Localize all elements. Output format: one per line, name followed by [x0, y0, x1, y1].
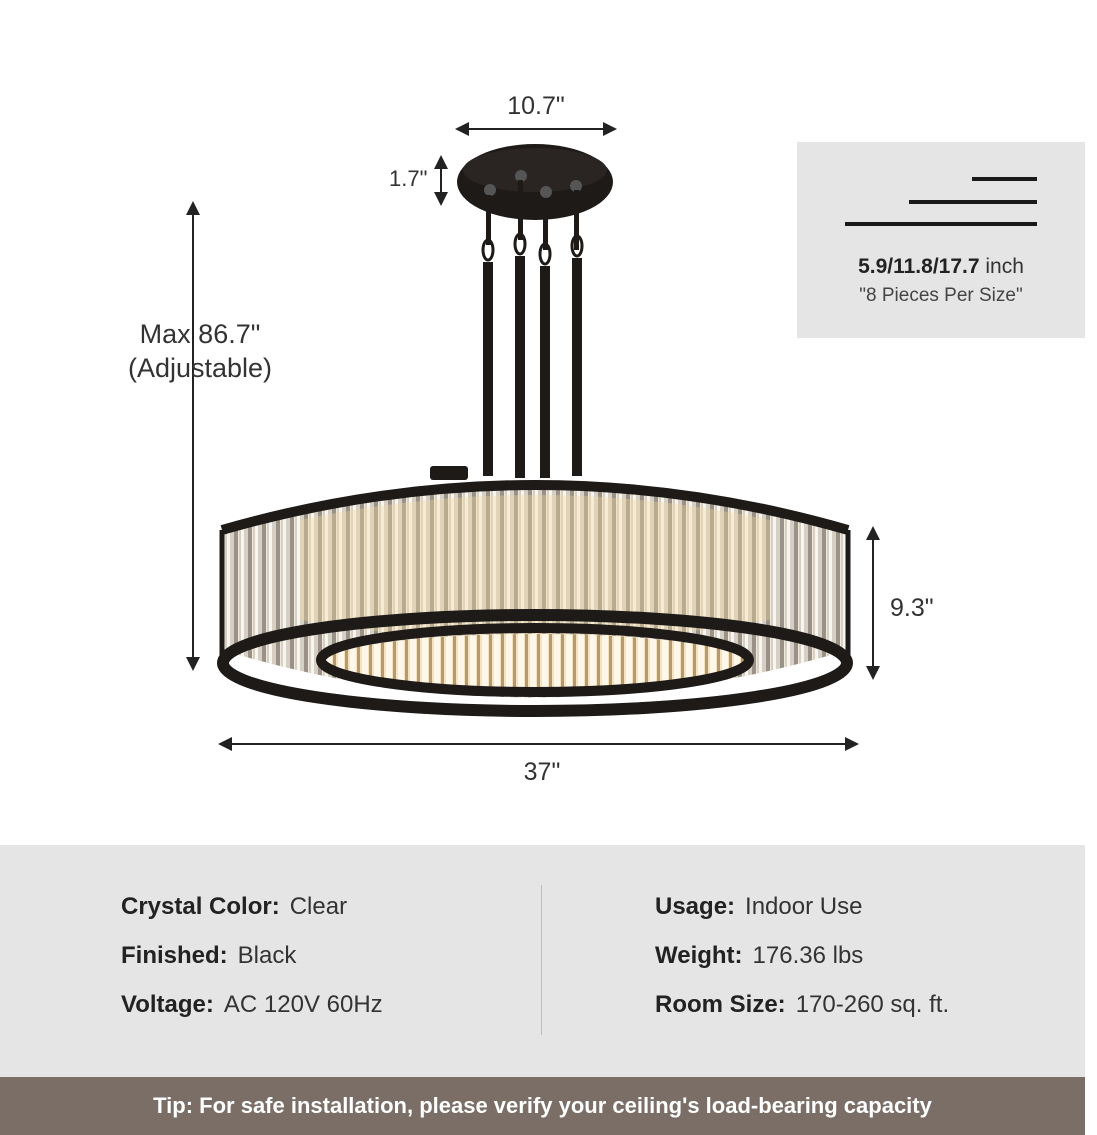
- specs-left-column: [121, 893, 383, 1040]
- installation-tip-banner: Tip: For safe installation, please verify your ceiling's load-bearing capacity: [0, 1077, 1085, 1135]
- adjustable-label: (Adjustable): [127, 353, 273, 383]
- spec-voltage: [121, 991, 383, 1040]
- crystal-size-card: [797, 142, 1085, 338]
- crystal-size-text: [797, 255, 1085, 279]
- specifications-panel: [0, 845, 1085, 1077]
- specs-right-column: [655, 893, 949, 1040]
- spec-value: 176.36 lbs: [752, 942, 864, 969]
- spec-label: Weight:: [655, 942, 743, 969]
- spec-finished: [121, 942, 383, 991]
- spec-weight: [655, 942, 949, 991]
- crystal-ring: [222, 466, 848, 711]
- spec-value: AC 120V 60Hz: [223, 991, 383, 1018]
- spec-crystal-color: [121, 893, 383, 942]
- canopy-width-label: 10.7": [507, 92, 565, 120]
- spec-label: Voltage:: [121, 991, 214, 1018]
- spec-room-size: [655, 991, 949, 1040]
- crystal-size-values: 5.9/11.8/17.7: [858, 255, 980, 278]
- spec-label: Usage:: [655, 893, 736, 920]
- suspension-rods: [483, 180, 582, 478]
- crystal-pieces-text: "8 Pieces Per Size": [859, 285, 1023, 306]
- spec-value: Black: [237, 942, 297, 969]
- spec-label: Finished:: [121, 942, 228, 969]
- canopy-height-label: 1.7": [389, 166, 428, 191]
- spec-value: 170-260 sq. ft.: [795, 991, 950, 1018]
- crystal-bar-medium: [909, 200, 1037, 204]
- crystal-bar-long: [845, 222, 1037, 226]
- spec-usage: [655, 893, 949, 942]
- crystal-bar-short: [972, 177, 1037, 181]
- spec-value: Indoor Use: [745, 893, 863, 920]
- crystal-size-unit: inch: [985, 255, 1024, 278]
- spec-divider: [541, 885, 542, 1035]
- spec-value: Clear: [289, 893, 348, 920]
- ring-height-label: 9.3": [890, 594, 934, 622]
- canopy: [457, 144, 613, 220]
- spec-label: Room Size:: [655, 991, 786, 1018]
- page-margin: [1085, 0, 1097, 1135]
- spec-label: Crystal Color:: [121, 893, 280, 920]
- diameter-label: 37": [523, 758, 561, 786]
- max-height-label: Max 86.7": [139, 319, 261, 349]
